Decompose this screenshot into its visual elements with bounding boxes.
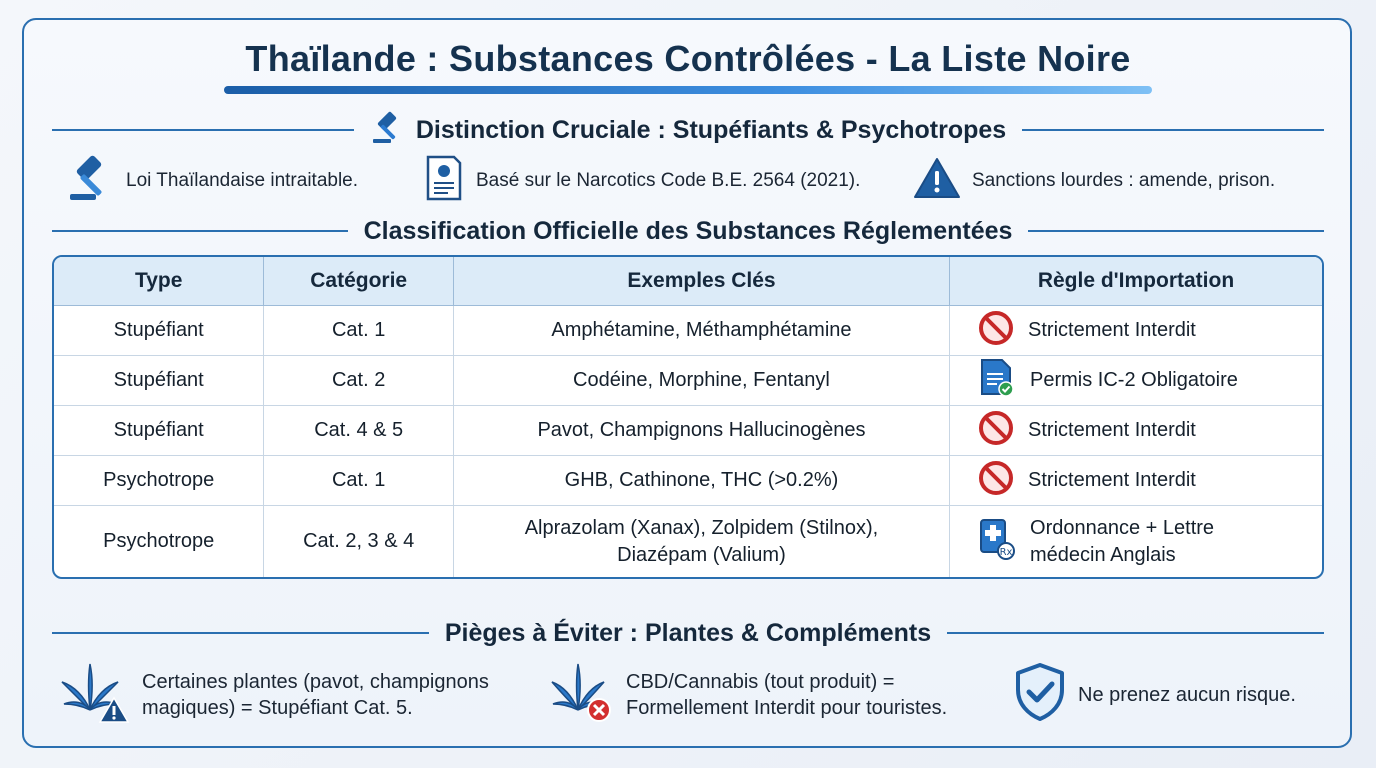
column-header-type: Type: [54, 257, 264, 306]
permit-document-icon: [978, 358, 1016, 404]
cell-type: Stupéfiant: [54, 406, 264, 456]
cell-examples: Codéine, Morphine, Fentanyl: [454, 356, 950, 406]
cell-category: Cat. 2, 3 & 4: [264, 506, 453, 577]
prohibited-icon: [978, 410, 1014, 452]
pitfall-text-line: magiques) = Stupéfiant Cat. 5.: [142, 697, 413, 719]
gavel-icon: [370, 109, 406, 152]
cell-type: Stupéfiant: [54, 356, 264, 406]
cell-category: Cat. 1: [264, 306, 453, 356]
pitfalls-items: [60, 660, 1320, 730]
column-header-examples: Exemples Clés: [454, 257, 950, 306]
table-row: [54, 406, 1322, 456]
divider-line: [52, 632, 429, 634]
cell-type: Stupéfiant: [54, 306, 264, 356]
table-row: [54, 456, 1322, 506]
column-header-category: Catégorie: [264, 257, 453, 306]
rule-text: Strictement Interdit: [1028, 419, 1196, 441]
divider-line: [1022, 129, 1324, 131]
warning-icon: [912, 156, 962, 206]
prohibited-icon: [978, 460, 1014, 502]
cell-type: Psychotrope: [54, 456, 264, 506]
cell-rule: [950, 306, 1322, 356]
cell-examples: GHB, Cathinone, THC (>0.2%): [454, 456, 950, 506]
cell-category: Cat. 1: [264, 456, 453, 506]
prohibited-icon: [978, 310, 1014, 352]
rule-text-line: Ordonnance + Lettre: [1030, 516, 1215, 539]
cannabis-forbidden-icon: [550, 660, 614, 731]
pitfall-item-risk: [1014, 660, 1296, 730]
cell-rule: [950, 356, 1322, 406]
cell-examples: Pavot, Champignons Hallucinogènes: [454, 406, 950, 456]
table-row: [54, 306, 1322, 356]
examples-line: Alprazolam (Xanax), Zolpidem (Stilnox),: [524, 516, 879, 539]
cell-category: Cat. 4 & 5: [264, 406, 453, 456]
info-text: Basé sur le Narcotics Code B.E. 2564 (2021).: [476, 170, 861, 191]
cell-examples: Amphétamine, Méthamphétamine: [454, 306, 950, 356]
shield-check-icon: [1014, 662, 1066, 729]
cell-category: Cat. 2: [264, 356, 453, 406]
info-text: Sanctions lourdes : amende, prison.: [972, 170, 1276, 191]
cell-examples: [454, 506, 950, 577]
distinction-items: [60, 156, 1320, 206]
distinction-header: [52, 113, 1324, 147]
classification-heading: Classification Officielle des Substances Réglementées: [363, 216, 1013, 245]
rule-text: Strictement Interdit: [1028, 319, 1196, 341]
pitfall-text-line: Formellement Interdit pour touristes.: [626, 697, 948, 719]
column-header-rule: Règle d'Importation: [950, 257, 1322, 306]
pitfall-text-line: CBD/Cannabis (tout produit) =: [626, 671, 895, 693]
rule-text-line: médecin Anglais: [1030, 543, 1176, 566]
distinction-heading: Distinction Cruciale : Stupéfiants & Psychotropes: [415, 115, 1007, 144]
table-row: [54, 506, 1322, 577]
title-underline: [224, 86, 1152, 94]
cell-type: Psychotrope: [54, 506, 264, 577]
examples-line: Diazépam (Valium): [617, 543, 786, 566]
page-title: Thaïlande : Substances Contrôlées - La Liste Noire: [245, 38, 1131, 79]
divider-line: [52, 129, 354, 131]
info-item-code: [422, 156, 860, 206]
cell-rule: [950, 456, 1322, 506]
divider-line: [52, 230, 348, 232]
cannabis-warning-icon: [60, 660, 130, 731]
info-item-sanctions: [912, 156, 1275, 206]
info-text: Loi Thaïlandaise intraitable.: [126, 170, 359, 191]
pitfall-text-line: Certaines plantes (pavot, champignons: [142, 671, 489, 693]
pitfalls-heading: Pièges à Éviter : Plantes & Compléments: [444, 618, 932, 647]
pitfall-item-cbd: [550, 660, 947, 730]
cell-rule: [950, 506, 1322, 577]
cell-rule: [950, 406, 1322, 456]
prescription-icon: [978, 517, 1016, 567]
svg-text:Rx: Rx: [999, 546, 1013, 558]
divider-line: [947, 632, 1324, 634]
pitfalls-header: [52, 616, 1324, 650]
rule-text: Strictement Interdit: [1028, 469, 1196, 491]
table-header-row: [54, 257, 1322, 306]
pitfall-item-plants: [60, 660, 489, 730]
substances-table: [52, 255, 1324, 579]
pitfall-text-line: Ne prenez aucun risque.: [1078, 684, 1296, 706]
divider-line: [1028, 230, 1324, 232]
rule-text: Permis IC-2 Obligatoire: [1030, 369, 1238, 391]
gavel-icon: [66, 154, 116, 208]
document-icon: [422, 153, 466, 209]
classification-header: [52, 214, 1324, 248]
table-row: [54, 356, 1322, 406]
info-item-law: [66, 156, 358, 206]
